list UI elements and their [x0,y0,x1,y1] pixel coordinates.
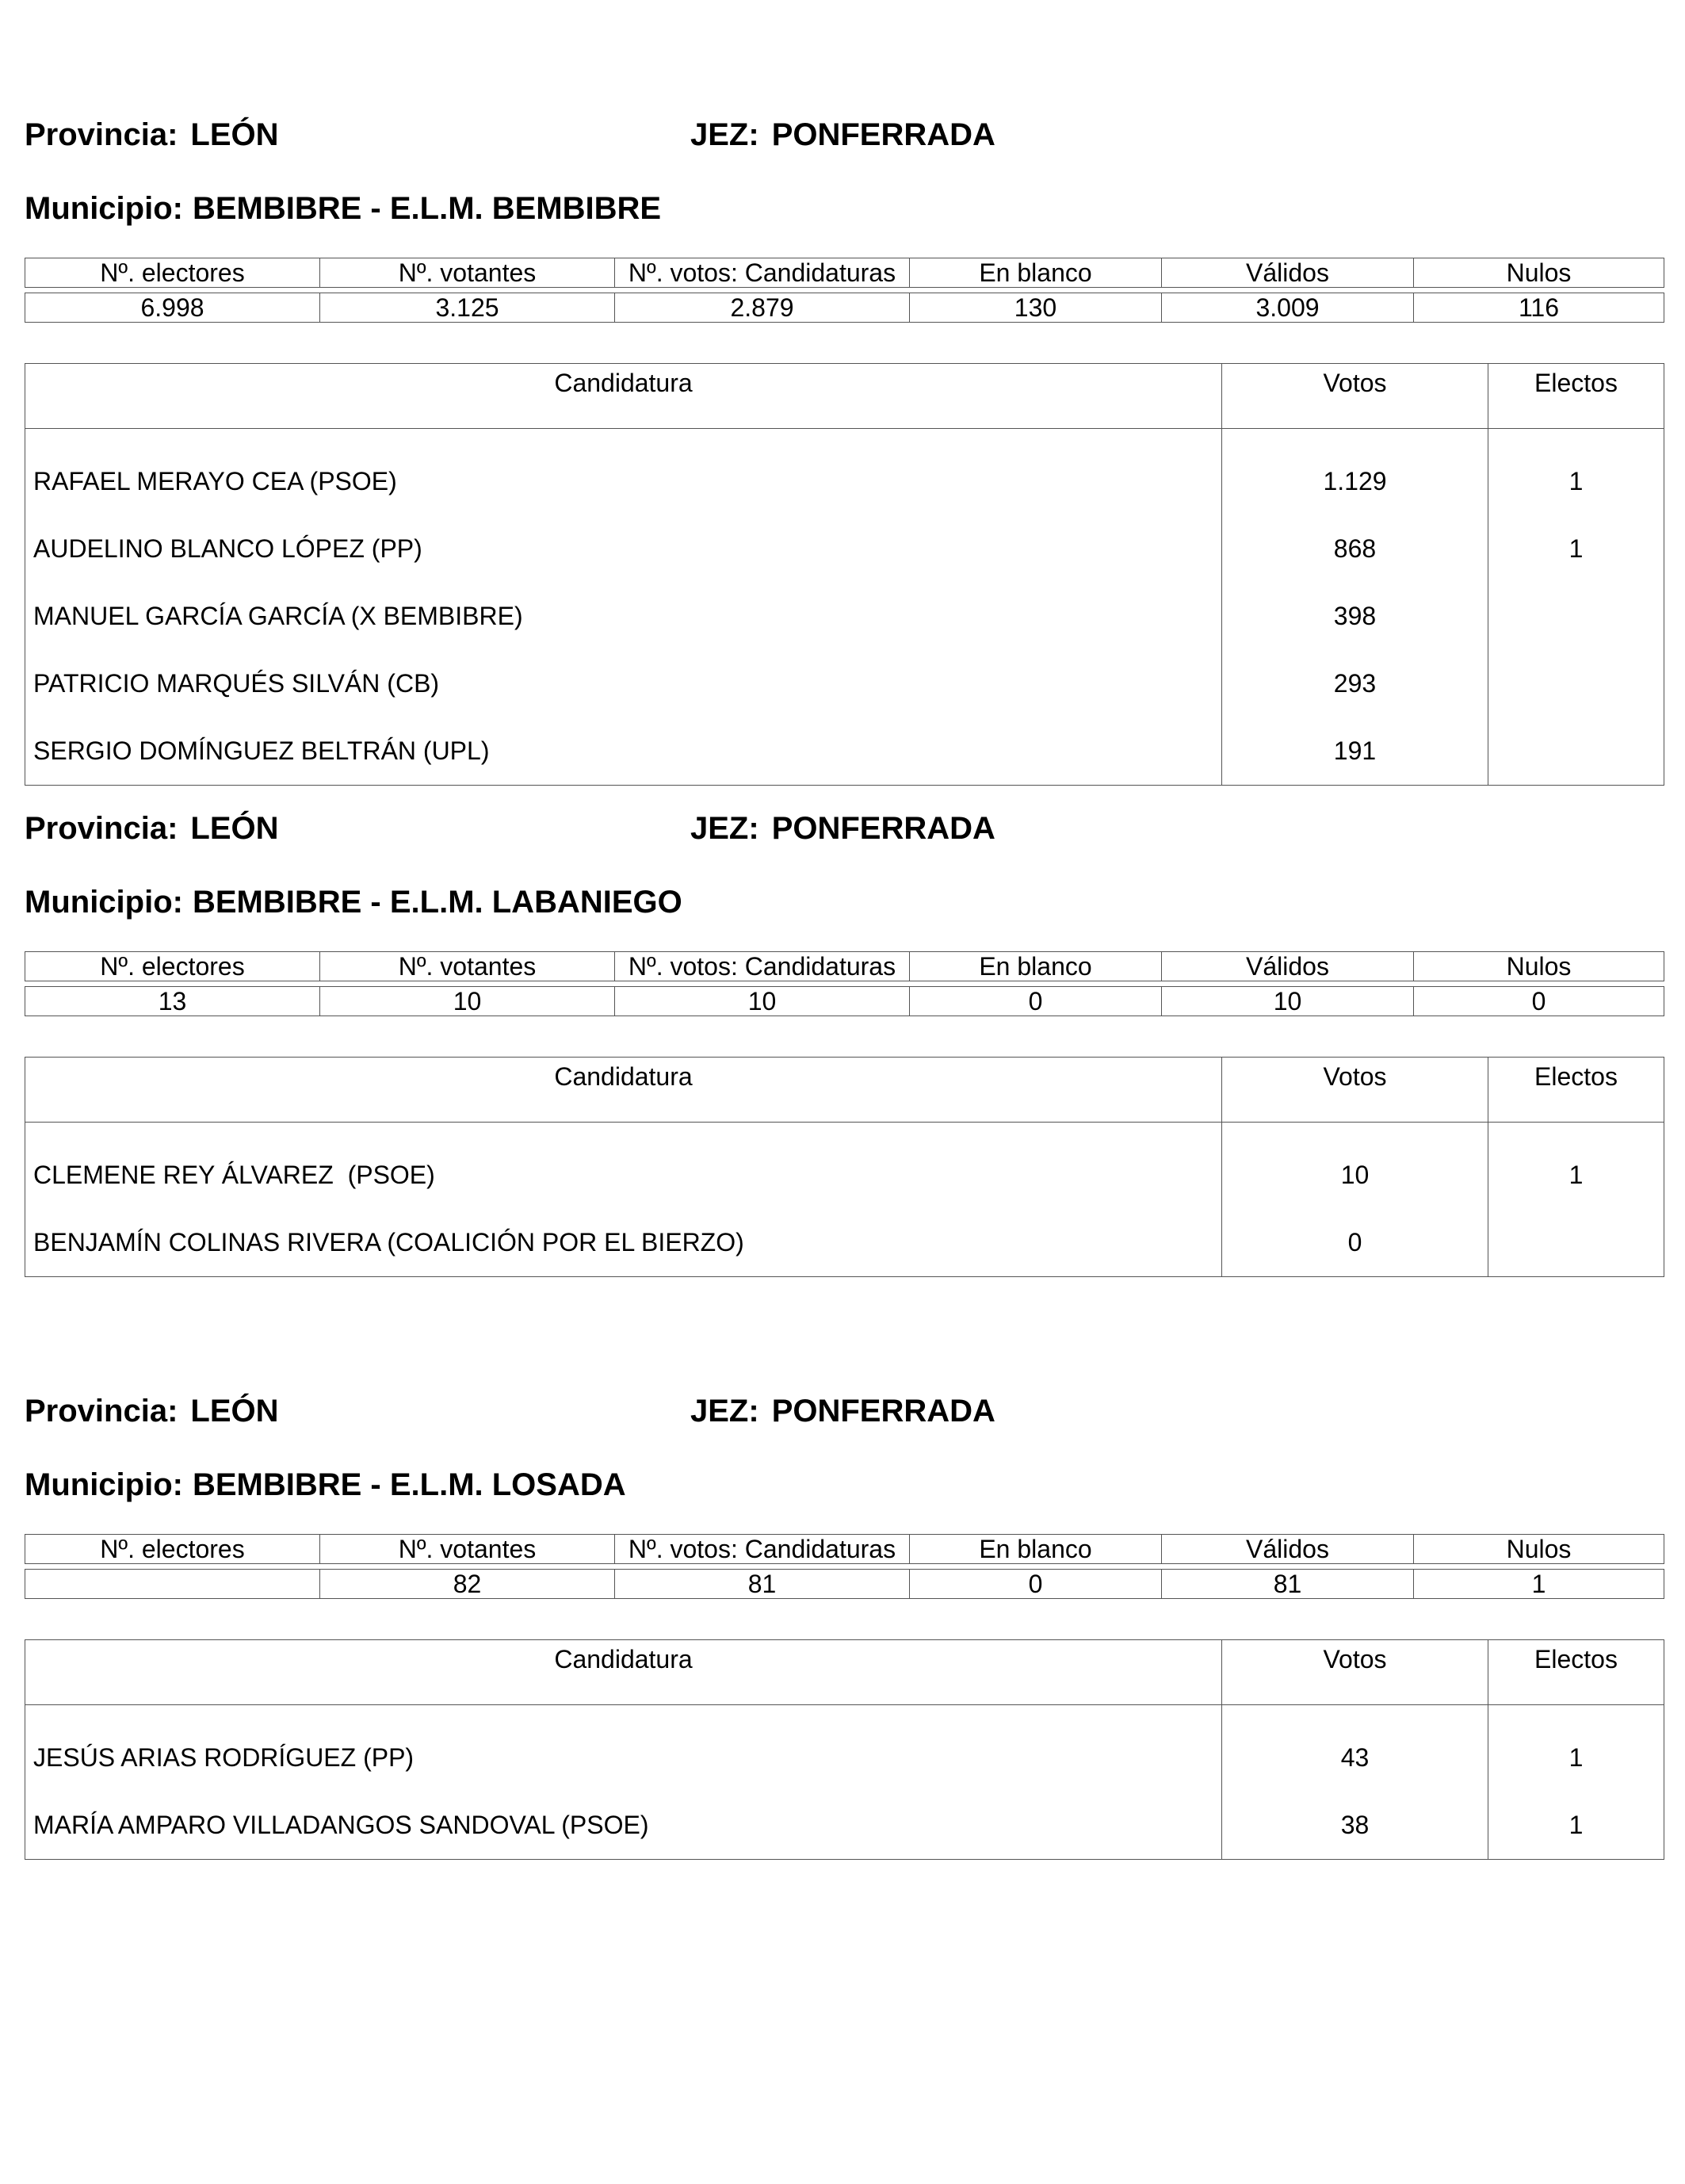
provincia-value: LEÓN [190,811,279,846]
summary-value-cell [25,1570,320,1599]
electos-header: Electos [1488,364,1664,429]
candidate-electos [1488,1209,1664,1277]
candidate-votes: 1.129 [1222,429,1488,516]
summary-value-cell: 2.879 [615,293,910,323]
candidate-electos: 1 [1568,467,1584,495]
summary-table [25,258,1664,323]
summary-value-cell: 82 [320,1570,615,1599]
jez-label: JEZ: [690,1394,759,1429]
summary-header-cell: Nulos [1414,1535,1664,1564]
candidate-votes: 10 [1222,1123,1488,1210]
jez-value: PONFERRADA [771,1394,995,1429]
provincia-header [25,1395,279,1427]
candidate-row [25,1123,1664,1210]
municipio-header [25,193,661,224]
candidates-table [25,363,1664,786]
provincia-header [25,813,279,844]
summary-table [25,1534,1664,1599]
provincia-value: LEÓN [190,117,279,152]
candidate-row [25,1209,1664,1277]
candidates-table [25,1639,1664,1860]
candidate-row [25,650,1664,717]
candidate-votes: 43 [1222,1705,1488,1792]
summary-header-cell: Nº. votos: Candidaturas [615,1535,910,1564]
municipio-header [25,886,682,918]
summary-value-cell: 6.998 [25,293,320,323]
summary-header-cell: Nº. votos: Candidaturas [615,258,910,288]
votos-header: Votos [1222,364,1488,429]
candidate-electos [1488,650,1664,717]
summary-header-cell: Nº. votantes [320,952,615,981]
municipio-value: BEMBIBRE - E.L.M. BEMBIBRE [192,191,662,226]
summary-header-cell: Nulos [1414,258,1664,288]
summary-value-cell: 10 [615,987,910,1016]
candidate-electos: 1 [1568,1743,1584,1772]
summary-header-cell: Nº. votos: Candidaturas [615,952,910,981]
candidatura-header: Candidatura [25,1640,1222,1705]
candidates-table [25,1057,1664,1277]
summary-header-cell: Nº. electores [25,952,320,981]
municipio-label: Municipio: [25,191,183,226]
summary-table [25,951,1664,1016]
provincia-header [25,119,279,151]
municipio-value: BEMBIBRE - E.L.M. LOSADA [192,1467,626,1502]
candidate-row [25,1705,1664,1792]
summary-value-cell: 3.125 [320,293,615,323]
candidate-votes: 0 [1222,1209,1488,1277]
summary-value-cell: 81 [1162,1570,1414,1599]
candidate-row [25,1792,1664,1860]
candidate-row [25,583,1664,650]
candidate-electos [1488,583,1664,650]
candidate-votes: 38 [1222,1792,1488,1860]
jez-label: JEZ: [690,811,759,846]
summary-header-cell: Nº. votantes [320,258,615,288]
summary-header-cell: Nº. electores [25,258,320,288]
candidate-votes: 398 [1222,583,1488,650]
candidate-electos: 1 [1568,534,1584,563]
summary-value-cell: 0 [910,987,1162,1016]
candidate-row [25,717,1664,786]
summary-header-cell: En blanco [910,258,1162,288]
candidate-votes: 868 [1222,515,1488,583]
jez-header [690,1395,995,1427]
summary-value-cell: 116 [1414,293,1664,323]
candidate-electos: 1 [1568,1161,1584,1189]
summary-header-cell: En blanco [910,1535,1162,1564]
summary-value-cell: 130 [910,293,1162,323]
candidate-name: BENJAMÍN COLINAS RIVERA (COALICIÓN POR EL BIERZO) [25,1209,1222,1277]
candidate-name: PATRICIO MARQUÉS SILVÁN (CB) [25,650,1222,717]
summary-header-cell: Nulos [1414,952,1664,981]
candidate-name: CLEMENE REY ÁLVAREZ (PSOE) [25,1123,1222,1210]
candidate-electos: 1 [1568,1811,1584,1839]
jez-value: PONFERRADA [771,117,995,152]
candidate-row [25,515,1664,583]
provincia-value: LEÓN [190,1394,279,1429]
candidate-name: MANUEL GARCÍA GARCÍA (X BEMBIBRE) [25,583,1222,650]
candidatura-header: Candidatura [25,364,1222,429]
summary-value-cell: 13 [25,987,320,1016]
summary-value-cell: 0 [910,1570,1162,1599]
jez-header [690,813,995,844]
jez-header [690,119,995,151]
candidate-name: AUDELINO BLANCO LÓPEZ (PP) [25,515,1222,583]
municipio-label: Municipio: [25,885,183,920]
summary-header-cell: En blanco [910,952,1162,981]
municipio-header [25,1469,626,1501]
candidate-votes: 191 [1222,717,1488,786]
candidate-votes: 293 [1222,650,1488,717]
summary-header-cell: Válidos [1162,1535,1414,1564]
electos-header: Electos [1488,1058,1664,1123]
summary-header-cell: Válidos [1162,952,1414,981]
electos-header: Electos [1488,1640,1664,1705]
summary-value-cell: 81 [615,1570,910,1599]
summary-header-cell: Nº. votantes [320,1535,615,1564]
candidate-name: MARÍA AMPARO VILLADANGOS SANDOVAL (PSOE) [25,1792,1222,1860]
candidate-row [25,429,1664,516]
provincia-label: Provincia: [25,811,178,846]
provincia-label: Provincia: [25,117,178,152]
candidate-name: SERGIO DOMÍNGUEZ BELTRÁN (UPL) [25,717,1222,786]
candidate-electos [1488,717,1664,786]
jez-value: PONFERRADA [771,811,995,846]
summary-value-cell: 0 [1414,987,1664,1016]
jez-label: JEZ: [690,117,759,152]
municipio-value: BEMBIBRE - E.L.M. LABANIEGO [192,885,682,920]
summary-value-cell: 10 [1162,987,1414,1016]
votos-header: Votos [1222,1640,1488,1705]
summary-value-cell: 1 [1414,1570,1664,1599]
candidate-name: RAFAEL MERAYO CEA (PSOE) [25,429,1222,516]
summary-value-cell: 10 [320,987,615,1016]
summary-header-cell: Válidos [1162,258,1414,288]
municipio-label: Municipio: [25,1467,183,1502]
provincia-label: Provincia: [25,1394,178,1429]
summary-value-cell: 3.009 [1162,293,1414,323]
candidate-name: JESÚS ARIAS RODRÍGUEZ (PP) [25,1705,1222,1792]
candidatura-header: Candidatura [25,1058,1222,1123]
summary-header-cell: Nº. electores [25,1535,320,1564]
votos-header: Votos [1222,1058,1488,1123]
